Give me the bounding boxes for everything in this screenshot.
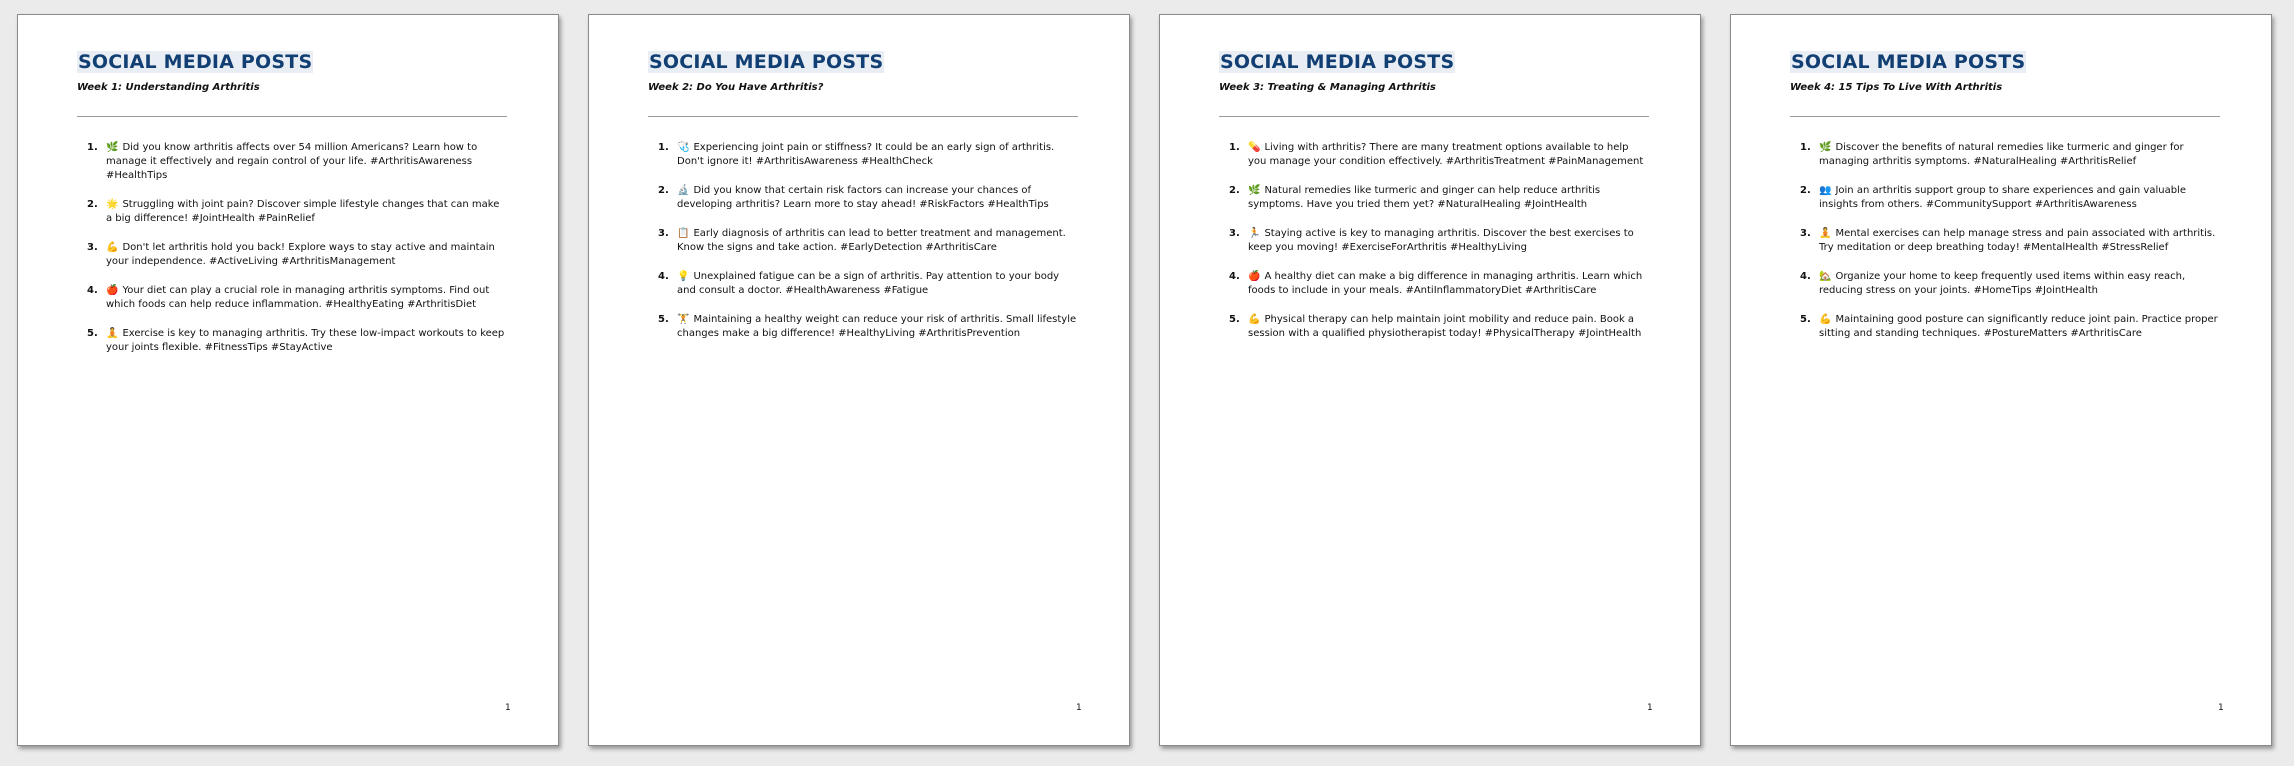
microscope-icon: 🔬 [677, 185, 690, 196]
runner-icon: 🏃 [1248, 228, 1261, 239]
apple-icon: 🍎 [106, 285, 119, 296]
star-icon: 🌟 [106, 199, 119, 210]
post-text: Struggling with joint pain? Discover simple lifestyle changes that can make a big difference! #JointHealth #PainRelief [106, 199, 500, 224]
post-list [1790, 141, 2220, 356]
post-text: Maintaining a healthy weight can reduce your risk of arthritis. Small lifestyle changes make a big difference! #HealthyLiving #ArthritisPrevention [677, 314, 1077, 339]
page-title: SOCIAL MEDIA POSTS [1220, 51, 1455, 73]
flexed-biceps-icon: 💪 [1819, 314, 1832, 325]
page-title: SOCIAL MEDIA POSTS [1791, 51, 2026, 73]
page-week-1 [17, 14, 559, 746]
post-text: Organize your home to keep frequently used items within easy reach, reducing stress on your joints. #HomeTips #JointHealth [1819, 271, 2186, 296]
leaf-icon: 🌿 [1819, 142, 1832, 153]
divider [1790, 116, 2220, 117]
post-item [1819, 227, 2220, 255]
post-text: Did you know arthritis affects over 54 million Americans? Learn how to manage it effectively and regain control of your life. #ArthritisAwareness #HealthTips [106, 142, 478, 181]
divider [648, 116, 1078, 117]
page-subtitle: Week 1: Understanding Arthritis [77, 82, 260, 93]
post-item [677, 227, 1078, 255]
post-text: Join an arthritis support group to share experiences and gain valuable insights from others. #CommunitySupport #ArthritisAwareness [1819, 185, 2186, 210]
post-list [648, 141, 1078, 356]
page-title: SOCIAL MEDIA POSTS [78, 51, 313, 73]
post-item [677, 141, 1078, 169]
pill-icon: 💊 [1248, 142, 1261, 153]
post-item [106, 141, 507, 183]
apple-icon: 🍎 [1248, 271, 1261, 282]
post-text: Don't let arthritis hold you back! Explore ways to stay active and maintain your independence. #ActiveLiving #ArthritisManagement [106, 242, 495, 267]
post-item [677, 313, 1078, 341]
post-text: Did you know that certain risk factors can increase your chances of developing arthritis? Learn more to stay ahead! #RiskFactors #HealthTips [677, 185, 1049, 210]
post-text: Your diet can play a crucial role in managing arthritis symptoms. Find out which foods can help reduce inflammation. #HealthyEating #ArthritisDiet [106, 285, 490, 310]
clipboard-icon: 📋 [677, 228, 690, 239]
post-text: A healthy diet can make a big difference in managing arthritis. Learn which foods to include in your meals. #AntiInflammatoryDiet #ArthritisCare [1248, 271, 1643, 296]
post-item [1819, 313, 2220, 341]
page-title: SOCIAL MEDIA POSTS [649, 51, 884, 73]
post-text: Discover the benefits of natural remedies like turmeric and ginger for managing arthritis symptoms. #NaturalHealing #ArthritisRelief [1819, 142, 2184, 167]
post-item [1248, 270, 1649, 298]
post-item [106, 198, 507, 226]
weightlifter-icon: 🏋️ [677, 314, 690, 325]
post-text: Natural remedies like turmeric and ginger can help reduce arthritis symptoms. Have you tried them yet? #NaturalHealing #JointHealth [1248, 185, 1601, 210]
flexed-biceps-icon: 💪 [106, 242, 119, 253]
post-text: Unexplained fatigue can be a sign of arthritis. Pay attention to your body and consult a doctor. #HealthAwareness #Fatigue [677, 271, 1060, 296]
page-week-4 [1730, 14, 2272, 746]
page-week-2 [588, 14, 1130, 746]
post-text: Physical therapy can help maintain joint mobility and reduce pain. Book a session with a qualified physiotherapist today! #PhysicalTherapy #JointHealth [1248, 314, 1642, 339]
post-item [1248, 184, 1649, 212]
stethoscope-icon: 🩺 [677, 142, 690, 153]
meditation-icon: 🧘 [106, 328, 119, 339]
leaf-icon: 🌿 [106, 142, 119, 153]
post-item [677, 270, 1078, 298]
post-text: Exercise is key to managing arthritis. Try these low-impact workouts to keep your joints flexible. #FitnessTips #StayActive [106, 328, 505, 353]
light-bulb-icon: 💡 [677, 271, 690, 282]
post-list [1219, 141, 1649, 356]
post-text: Staying active is key to managing arthritis. Discover the best exercises to keep you moving! #ExerciseForArthritis #HealthyLiving [1248, 228, 1634, 253]
post-item [1819, 184, 2220, 212]
page-week-3 [1159, 14, 1701, 746]
flexed-biceps-icon: 💪 [1248, 314, 1261, 325]
divider [1219, 116, 1649, 117]
post-text: Early diagnosis of arthritis can lead to better treatment and management. Know the signs and take action. #EarlyDetection #ArthritisCare [677, 228, 1066, 253]
post-text: Mental exercises can help manage stress and pain associated with arthritis. Try meditation or deep breathing today! #MentalHealth #StressRelief [1819, 228, 2216, 253]
post-text: Living with arthritis? There are many treatment options available to help you manage your condition effectively. #ArthritisTreatment #PainManagement [1248, 142, 1644, 167]
leaf-icon: 🌿 [1248, 185, 1261, 196]
post-item [1248, 313, 1649, 341]
post-item [677, 184, 1078, 212]
page-number: 1 [1076, 703, 1082, 713]
page-number: 1 [2218, 703, 2224, 713]
post-item [1819, 141, 2220, 169]
post-text: Maintaining good posture can significantly reduce joint pain. Practice proper sitting and standing techniques. #PostureMatters #ArthritisCare [1819, 314, 2218, 339]
post-item [1248, 141, 1649, 169]
post-item [106, 241, 507, 269]
house-icon: 🏡 [1819, 271, 1832, 282]
divider [77, 116, 507, 117]
meditation-icon: 🧘 [1819, 228, 1832, 239]
page-number: 1 [1647, 703, 1653, 713]
post-text: Experiencing joint pain or stiffness? It could be an early sign of arthritis. Don't ignore it! #ArthritisAwareness #HealthCheck [677, 142, 1055, 167]
post-item [106, 327, 507, 355]
page-number: 1 [505, 703, 511, 713]
page-subtitle: Week 2: Do You Have Arthritis? [648, 82, 824, 93]
page-subtitle: Week 3: Treating & Managing Arthritis [1219, 82, 1436, 93]
page-subtitle: Week 4: 15 Tips To Live With Arthritis [1790, 82, 2003, 93]
people-icon: 👥 [1819, 185, 1832, 196]
post-item [1819, 270, 2220, 298]
post-list [77, 141, 507, 370]
post-item [1248, 227, 1649, 255]
post-item [106, 284, 507, 312]
